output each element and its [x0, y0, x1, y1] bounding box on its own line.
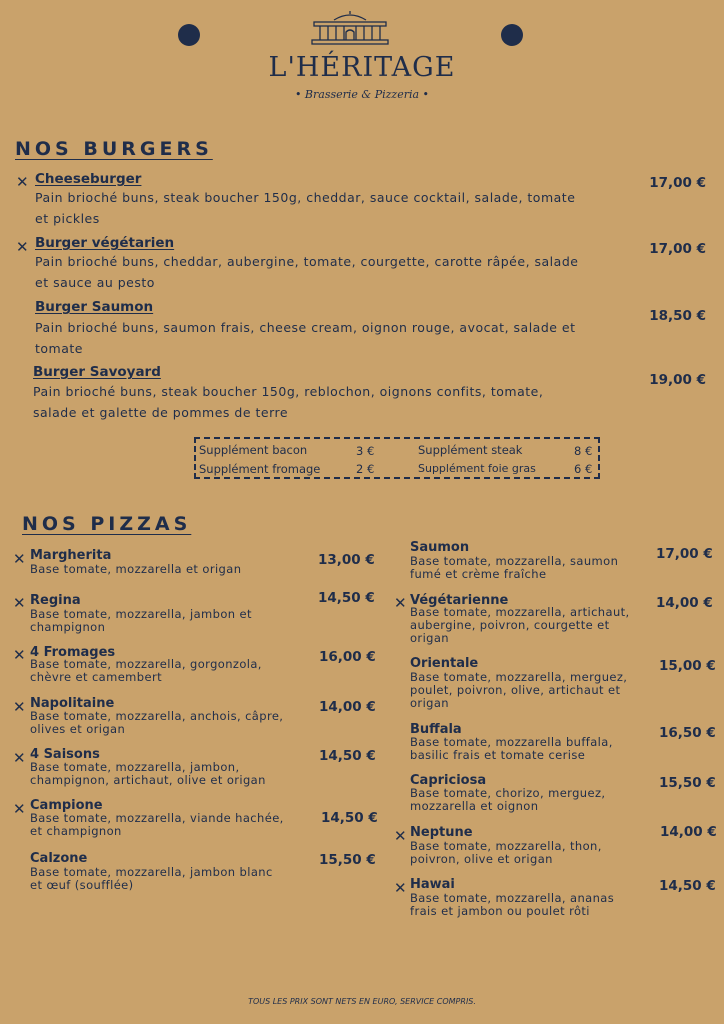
pizza-desc-line: Base tomate, mozzarella, anchois, câpre,: [30, 709, 284, 723]
pizza-description: [30, 658, 262, 684]
pizza-name: Capriciosa: [410, 773, 487, 788]
supplement-price: 8 €: [574, 444, 593, 458]
pizza-desc-line: Base tomate, mozzarella, ananas: [410, 891, 615, 905]
pizza-name: Orientale: [410, 656, 479, 671]
pizza-desc-line: et œuf (soufflée): [30, 878, 134, 892]
crossed-utensils-icon: ✕: [13, 594, 26, 612]
burger-price: 17,00 €: [649, 175, 706, 191]
pizza-desc-line: Base tomate, mozzarella, gorgonzola,: [30, 657, 262, 671]
pizza-name: 4 Saisons: [30, 747, 100, 762]
burger-desc-line: Pain brioché buns, steak boucher 150g, reblochon, oignons confits, tomate,: [33, 384, 544, 399]
pizza-price: 16,50 €: [659, 725, 716, 741]
pizza-description: [30, 866, 273, 892]
pizza-description: [410, 840, 602, 866]
decorative-dot-right: [501, 24, 523, 46]
pizza-name: Saumon: [410, 540, 470, 555]
crossed-utensils-icon: ✕: [16, 238, 29, 256]
burger-name: Burger végétarien: [35, 235, 175, 251]
pizza-desc-line: Base tomate, mozzarella, artichaut,: [410, 605, 630, 619]
pizza-desc-line: champignon: [30, 620, 106, 634]
crossed-utensils-icon: ✕: [16, 173, 29, 191]
burger-price: 19,00 €: [649, 372, 706, 388]
pizza-desc-line: Base tomate, mozzarella, thon,: [410, 839, 602, 853]
pizza-price: 14,00 €: [660, 824, 717, 840]
pizza-desc-line: Base tomate, mozzarella buffala,: [410, 735, 613, 749]
burger-description: [35, 251, 635, 293]
pizza-desc-line: Base tomate, mozzarella, saumon: [410, 554, 619, 568]
pizza-desc-line: frais et jambon ou poulet rôti: [410, 904, 590, 918]
pizza-desc-line: olives et origan: [30, 722, 126, 736]
pizza-price: 14,00 €: [319, 699, 376, 715]
pizza-description: [30, 608, 252, 634]
pizza-desc-line: Base tomate, mozzarella, jambon blanc: [30, 865, 273, 879]
pizza-desc-line: Base tomate, mozzarella, jambon et: [30, 607, 252, 621]
pizza-price: 13,00 €: [318, 552, 375, 568]
crossed-utensils-icon: ✕: [13, 646, 26, 664]
pizza-desc-line: Base tomate, chorizo, merguez,: [410, 786, 606, 800]
pizza-price: 14,00 €: [656, 595, 713, 611]
pizza-desc-line: chèvre et camembert: [30, 670, 162, 684]
decorative-dot-left: [178, 24, 200, 46]
pizza-desc-line: poulet, poivron, olive, artichaut et: [410, 683, 621, 697]
burger-desc-line: et sauce au pesto: [35, 275, 155, 290]
burger-description: [35, 317, 635, 359]
pizza-name: Buffala: [410, 722, 462, 737]
pizza-desc-line: origan: [410, 696, 449, 710]
burger-desc-line: Pain brioché buns, steak boucher 150g, cheddar, sauce cocktail, salade, tomate: [35, 190, 576, 205]
pizza-description: [30, 563, 241, 576]
pizza-price: 16,00 €: [319, 649, 376, 665]
pizza-desc-line: Base tomate, mozzarella et origan: [30, 562, 242, 576]
pizza-desc-line: fumé et crème fraîche: [410, 567, 547, 581]
crossed-utensils-icon: ✕: [13, 550, 26, 568]
pizza-name: 4 Fromages: [30, 645, 116, 660]
pizza-desc-line: mozzarella et oignon: [410, 799, 539, 813]
crossed-utensils-icon: ✕: [394, 879, 407, 897]
pizza-price: 17,00 €: [656, 546, 713, 562]
building-logo-icon: [310, 10, 390, 46]
pizza-description: [410, 671, 627, 710]
restaurant-name: L'HÉRITAGE: [268, 52, 456, 83]
pizza-description: [410, 606, 630, 645]
burger-desc-line: Pain brioché buns, saumon frais, cheese cream, oignon rouge, avocat, salade et: [35, 320, 576, 335]
burger-name: Burger Savoyard: [33, 364, 161, 380]
burger-description: [33, 381, 633, 423]
burger-price: 18,50 €: [649, 308, 706, 324]
burger-description: [35, 187, 635, 229]
burger-desc-line: salade et galette de pommes de terre: [33, 405, 289, 420]
pizza-name: Neptune: [410, 825, 473, 840]
footer-note: TOUS LES PRIX SONT NETS EN EURO, SERVICE COMPRIS.: [248, 997, 476, 1006]
pizza-description: [410, 555, 618, 581]
supplement-label: Supplément fromage: [199, 462, 321, 476]
pizzas-section-title: NOS PIZZAS: [22, 513, 192, 535]
pizza-price: 15,00 €: [659, 658, 716, 674]
pizza-name: Calzone: [30, 851, 88, 866]
restaurant-subtitle: • Brasserie & Pizzeria •: [294, 88, 430, 101]
burger-price: 17,00 €: [649, 241, 706, 257]
crossed-utensils-icon: ✕: [13, 698, 26, 716]
supplements-box: [194, 437, 600, 479]
crossed-utensils-icon: ✕: [394, 827, 407, 845]
pizza-price: 14,50 €: [321, 810, 378, 826]
burger-desc-line: tomate: [35, 341, 83, 356]
pizza-description: [410, 892, 614, 918]
pizza-desc-line: Base tomate, mozzarella, viande hachée,: [30, 811, 284, 825]
crossed-utensils-icon: ✕: [13, 800, 26, 818]
crossed-utensils-icon: ✕: [13, 749, 26, 767]
pizza-description: [30, 812, 284, 838]
supplement-label: Supplément foie gras: [418, 462, 536, 475]
pizza-description: [30, 710, 283, 736]
burgers-section-title: NOS BURGERS: [15, 138, 213, 160]
pizza-price: 15,50 €: [659, 775, 716, 791]
supplement-price: 6 €: [574, 462, 593, 476]
pizza-desc-line: basilic frais et tomate cerise: [410, 748, 586, 762]
burger-name: Cheeseburger: [35, 171, 142, 187]
pizza-price: 14,50 €: [318, 590, 375, 606]
burger-desc-line: et pickles: [35, 211, 100, 226]
burger-desc-line: Pain brioché buns, cheddar, aubergine, tomate, courgette, carotte râpée, salade: [35, 254, 579, 269]
pizza-price: 14,50 €: [659, 878, 716, 894]
pizza-description: [410, 787, 605, 813]
pizza-desc-line: Base tomate, mozzarella, merguez,: [410, 670, 628, 684]
pizza-price: 14,50 €: [319, 748, 376, 764]
pizza-desc-line: Base tomate, mozzarella, jambon,: [30, 760, 240, 774]
pizza-name: Napolitaine: [30, 696, 115, 711]
burger-name: Burger Saumon: [35, 299, 154, 315]
supplement-label: Supplément bacon: [199, 443, 308, 457]
pizza-price: 15,50 €: [319, 852, 376, 868]
pizza-description: [30, 761, 266, 787]
supplement-price: 3 €: [356, 444, 375, 458]
supplement-price: 2 €: [356, 462, 375, 476]
supplement-label: Supplément steak: [418, 443, 523, 457]
pizza-name: Végétarienne: [410, 593, 509, 608]
pizza-desc-line: champignon, artichaut, olive et origan: [30, 773, 266, 787]
pizza-desc-line: origan: [410, 631, 449, 645]
pizza-desc-line: aubergine, poivron, courgette et: [410, 618, 610, 632]
pizza-desc-line: poivron, olive et origan: [410, 852, 553, 866]
pizza-name: Regina: [30, 593, 81, 608]
pizza-description: [410, 736, 613, 762]
pizza-desc-line: et champignon: [30, 824, 122, 838]
crossed-utensils-icon: ✕: [394, 594, 407, 612]
pizza-name: Campione: [30, 798, 103, 813]
pizza-name: Margherita: [30, 548, 112, 563]
pizza-name: Hawai: [410, 877, 455, 892]
